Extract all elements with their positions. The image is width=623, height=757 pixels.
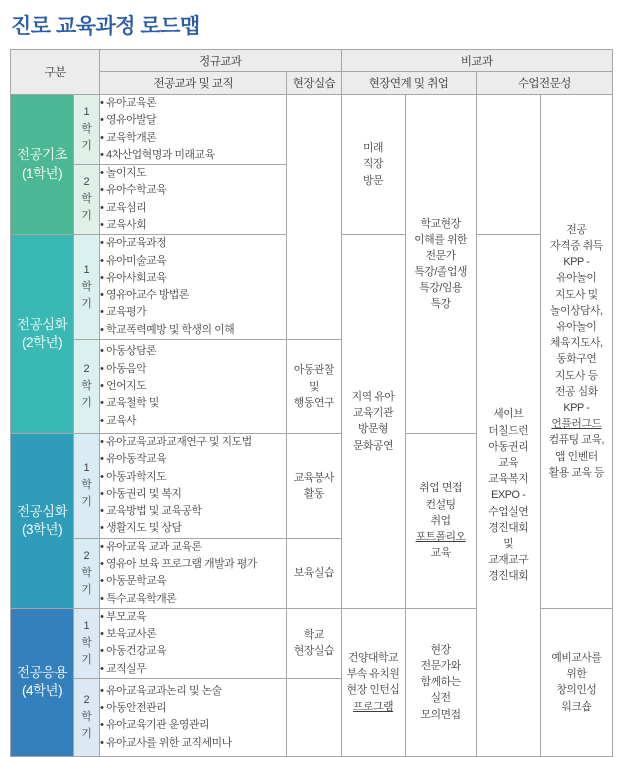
course-item: • 4차산업혁명과 미래교육 <box>100 148 215 161</box>
course-item: • 교육심리 <box>100 201 147 214</box>
courses-cell-2-2 <box>100 340 287 434</box>
course-item: • 유아미술교육 <box>100 254 167 267</box>
semester-cell-4-1: 1학기 <box>74 608 100 678</box>
semester-cell-1-2: 2학기 <box>74 165 100 235</box>
header-regular-curriculum: 정규교과 <box>100 50 341 72</box>
course-item: • 유아동작교육 <box>100 453 167 466</box>
header-field-practice: 현장실습 <box>287 72 341 95</box>
field-culture-performance-cell: 지역 유아 교육기관 방문형 문화공연 <box>341 235 405 609</box>
course-item: • 유아교육기관 운영관리 <box>100 719 210 732</box>
semester-cell-2-1: 1학기 <box>74 235 100 340</box>
course-item: • 특수교육학개론 <box>100 592 177 605</box>
course-item: • 아동과학지도 <box>100 470 167 483</box>
grade-cell-year2 <box>11 235 74 434</box>
course-item: • 영유아 보육 프로그램 개발과 평가 <box>100 557 257 570</box>
course-item: • 교육학개론 <box>100 131 157 144</box>
courses-cell-4-2 <box>100 678 287 756</box>
grade-label: 전공심화 <box>16 316 68 332</box>
header-teaching-professionalism: 수업전문성 <box>476 72 612 95</box>
course-item: • 아동권리 및 복지 <box>100 487 182 500</box>
semester-cell-2-2: 2학기 <box>74 340 100 434</box>
course-item: • 유아교육교과논리 및 논술 <box>100 684 222 697</box>
page-title: 진로 교육과정 로드맵 <box>11 15 200 38</box>
course-item: • 생활지도 및 상담 <box>100 522 182 535</box>
course-item: • 유아교사를 위한 교직세미나 <box>100 736 232 749</box>
header-gubun: 구분 <box>11 50 100 95</box>
field-future-workplace-visit-cell: 미래 직장 방문 <box>341 95 405 235</box>
grade-label: 전공응용 <box>16 665 68 681</box>
practice-school-practicum-cell: 학교 현장실습 <box>287 608 341 678</box>
field-internship-cell: 건양대학교 부속 유치원 현장 인턴십 프로그램 <box>341 608 405 756</box>
teaching-savethechildren-cell: 세이브 더칠드런 아동권리 교육 교육복지 EXPO - 수업실연 경진대회 및 교재교구 경진대회 <box>476 235 540 757</box>
grade-cell-year3 <box>11 434 74 609</box>
course-item: • 유아교육 교과 교육론 <box>100 540 202 553</box>
practice-childcare-practicum-cell: 보육실습 <box>287 538 341 608</box>
course-item: • 아동안전관리 <box>100 702 167 715</box>
course-item: • 놀이지도 <box>100 167 147 180</box>
grade-cell-year1 <box>11 95 74 235</box>
course-item: • 학교폭력예방 및 학생의 이해 <box>100 323 235 336</box>
grade-year: (2학년) <box>22 335 63 351</box>
practice-empty-top-cell <box>287 95 341 340</box>
course-item: • 보육교사론 <box>100 628 157 641</box>
grade-year: (1학년) <box>22 165 63 181</box>
course-item: • 교육철학 및 <box>100 397 159 410</box>
course-item: • 유아교육과정 <box>100 237 167 250</box>
course-item: • 교육평가 <box>100 306 147 319</box>
course-item: • 유아사회교육 <box>100 271 167 284</box>
grade-year: (4학년) <box>22 683 63 699</box>
course-item: • 아동문학교육 <box>100 575 167 588</box>
grade-year: (3학년) <box>22 521 63 537</box>
course-item: • 언어지도 <box>100 379 147 392</box>
course-item: • 아동음악 <box>100 362 147 375</box>
field-mock-interview-cell: 현장 전문가와 함께하는 실전 모의면접 <box>405 608 476 756</box>
course-item: • 아동건강교육 <box>100 645 167 658</box>
teaching-certificates-cell: 전공 자격증 취득 KPP - 유아놀이 지도사 및 놀이상담사, 유아놀이 체육지도사, 동화구연 지도사 등 전공 심화 KPP - 언플러그드 컴퓨팅 교육, 앱 인벤터 활용 교육 등 <box>540 95 612 609</box>
course-item: • 교육사 <box>100 414 137 427</box>
practice-child-observation-cell: 아동관찰 및 행동연구 <box>287 340 341 434</box>
header-extra-curriculum: 비교과 <box>341 50 613 72</box>
course-item: • 영유아발달 <box>100 114 157 127</box>
practice-empty-bottom-cell <box>287 678 341 756</box>
curriculum-roadmap-table <box>10 49 613 757</box>
courses-cell-3-1 <box>100 434 287 539</box>
semester-cell-4-2: 2학기 <box>74 678 100 756</box>
courses-cell-4-1 <box>100 608 287 678</box>
course-item: • 유아교육교과교재연구 및 지도법 <box>100 436 252 449</box>
header-major-courses: 전공교과 및 교직 <box>100 72 287 95</box>
field-expert-lectures-cell: 학교현장 이해를 위한 전문가 특강/졸업생 특강/임용 특강 <box>405 95 476 434</box>
course-item: • 교육사회 <box>100 218 147 231</box>
course-item: • 유아수학교육 <box>100 184 167 197</box>
courses-cell-1-1 <box>100 95 287 165</box>
course-item: • 교직실무 <box>100 662 147 675</box>
course-item: • 아동상담론 <box>100 345 157 358</box>
header-field-employment: 현장연계 및 취업 <box>341 72 476 95</box>
practice-education-volunteer-cell: 교육봉사 활동 <box>287 434 341 539</box>
field-job-consulting-cell: 취업 면접 컨설팅 취업 포트폴리오 교육 <box>405 434 476 609</box>
teaching-creativity-workshop-cell: 예비교사를 위한 창의인성 워크숍 <box>540 608 612 756</box>
courses-cell-2-1 <box>100 235 287 340</box>
grade-label: 전공기초 <box>16 147 68 163</box>
course-item: • 유아교육론 <box>100 97 157 109</box>
courses-cell-1-2 <box>100 165 287 235</box>
grade-label: 전공심화 <box>16 503 68 519</box>
semester-cell-1-1: 1학기 <box>74 95 100 165</box>
course-item: • 부모교육 <box>100 610 147 623</box>
semester-cell-3-2: 2학기 <box>74 538 100 608</box>
course-item: • 영유아교수 방법론 <box>100 289 189 302</box>
semester-cell-3-1: 1학기 <box>74 434 100 539</box>
course-item: • 교육방법 및 교육공학 <box>100 505 202 518</box>
grade-cell-year4 <box>11 608 74 756</box>
teaching-empty-cell <box>476 95 540 235</box>
courses-cell-3-2 <box>100 538 287 608</box>
